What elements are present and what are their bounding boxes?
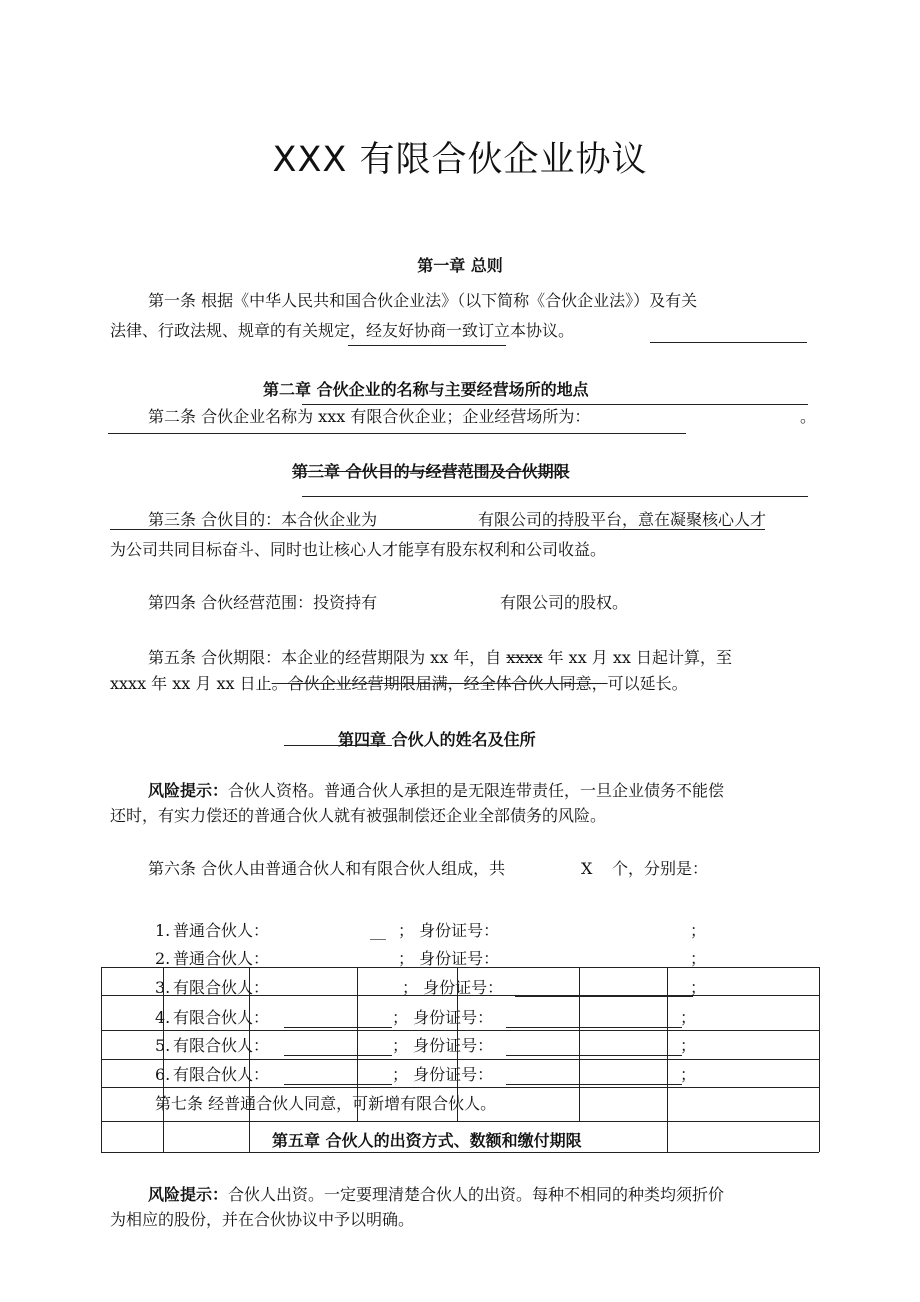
partner-2-type: 普通合伙人： — [173, 949, 270, 968]
article-3-line-1a: 第三条 合伙目的：本合伙企业为 — [148, 510, 378, 529]
partner-4-end: ； — [680, 1008, 697, 1027]
partner-4-num: 4. — [155, 1008, 171, 1027]
partner-2-blank: __ — [370, 949, 386, 968]
article-7: 第七条 经普通合伙人同意，可新增有限合伙人。 — [155, 1094, 497, 1113]
partner-1-num: 1. — [155, 921, 171, 940]
risk-note-1-text: 合伙人资格。普通合伙人承担的是无限连带责任，一旦企业债务不能偿 — [228, 781, 725, 800]
partner-2-id-label: ； 身份证号： — [398, 949, 500, 968]
blank-underline — [506, 1055, 682, 1056]
partner-6-end: ； — [680, 1065, 697, 1084]
article-5-line-1 — [148, 650, 732, 666]
article-4-a: 第四条 合伙经营范围：投资持有 — [148, 593, 378, 612]
article-5-line-2c: 可以延长。 — [607, 674, 688, 693]
article-3-line-2: 为公司共同目标奋斗、同时也让核心人才能享有股东权利和公司收益。 — [110, 540, 607, 559]
article-5-line-1a: 第五条 合伙期限：本企业的经营期限为 xx 年，自 — [148, 648, 507, 667]
blank-underline — [284, 1027, 392, 1028]
article-5-line-2b-struck: 。合伙企业经营期限届满，经全体合伙人同意， — [271, 674, 608, 693]
blank-underline — [302, 496, 808, 497]
risk-note-1-line-2: 还时，有实力偿还的普通合伙人就有被强制偿还企业全部债务的风险。 — [110, 806, 607, 825]
article-3-line-1b: 有限公司的持股平台，意在凝聚核心人才 — [478, 510, 767, 529]
article-6-a: 第六条 合伙人由普通合伙人和有限合伙人组成，共 — [148, 859, 506, 878]
article-6-b: 个，分别是： — [612, 859, 709, 878]
blank-underline — [284, 1084, 392, 1085]
blank-underline — [302, 404, 808, 405]
article-5-line-2a: xxxx 年 xx 月 xx 日止 — [110, 674, 272, 693]
blank-underline — [506, 1027, 682, 1028]
partner-6-num: 6. — [155, 1065, 171, 1084]
chapter-5-heading: 第五章 合伙人的出资方式、数额和缴付期限 — [272, 1131, 582, 1150]
partner-3-id-label: ； 身份证号： — [402, 978, 504, 997]
partner-1-blank: __ — [370, 921, 386, 940]
partner-6-id-label: ； 身份证号： — [392, 1065, 494, 1084]
blank-underline — [650, 342, 807, 343]
partner-5-type: 有限合伙人： — [173, 1036, 270, 1055]
partner-5-id-label: ； 身份证号： — [392, 1036, 494, 1055]
chapter-1-heading: 第一章 总则 — [417, 256, 503, 275]
article-6-count: X — [581, 859, 593, 878]
partner-3-num: 3. — [155, 978, 171, 997]
partner-1-id-label: ； 身份证号： — [398, 921, 500, 940]
partner-5-num: 5. — [155, 1036, 171, 1055]
risk-note-1-line-1 — [148, 783, 724, 799]
article-5-line-2 — [110, 676, 688, 692]
risk-note-2-line-2: 为相应的股份，并在合伙协议中予以明确。 — [110, 1210, 415, 1229]
document-title: XXX 有限合伙企业协议 — [272, 140, 648, 180]
chapter-4-heading: 第四章 合伙人的姓名及住所 — [338, 730, 536, 749]
partner-1-end: ； — [690, 921, 707, 940]
blank-underline — [108, 433, 686, 434]
partner-2-num: 2. — [155, 949, 171, 968]
blank-underline — [284, 1055, 392, 1056]
article-5-line-1c: 年 xx 月 xx 日起计算，至 — [542, 648, 733, 667]
chapter-2-heading: 第二章 合伙企业的名称与主要经营场所的地点 — [263, 380, 589, 399]
article-2-line-1: 第二条 合伙企业名称为 xxx 有限合伙企业；企业经营场所为： — [148, 407, 591, 426]
blank-underline — [110, 529, 765, 530]
partner-3-end: ； — [690, 978, 707, 997]
article-4-b: 有限公司的股权。 — [500, 593, 629, 612]
article-1-line-2: 法律、行政法规、规章的有关规定，经友好协商一致订立本协议。 — [110, 321, 575, 340]
blank-underline — [506, 1084, 682, 1085]
partner-4-type: 有限合伙人： — [173, 1008, 270, 1027]
partner-4-id-label: ； 身份证号： — [392, 1008, 494, 1027]
risk-note-1-label: 风险提示： — [148, 781, 229, 800]
partner-6-type: 有限合伙人： — [173, 1065, 270, 1084]
partner-2-end: ； — [690, 949, 707, 968]
partner-3-type: 有限合伙人： — [173, 978, 270, 997]
article-5-year-struck: xxxx — [506, 648, 543, 667]
article-2-end: 。 — [800, 407, 817, 426]
chapter-3-heading: 第三章 合伙目的与经营范围及合伙期限 — [292, 462, 570, 481]
risk-note-2-text: 合伙人出资。一定要理清楚合伙人的出资。每种不相同的种类均须折价 — [228, 1185, 725, 1204]
partner-1-type: 普通合伙人： — [173, 921, 270, 940]
partner-5-end: ； — [680, 1036, 697, 1055]
article-1-line-1: 第一条 根据《中华人民共和国合伙企业法》（以下简称《合伙企业法》）及有关 — [148, 291, 698, 310]
risk-note-2-label: 风险提示： — [148, 1185, 229, 1204]
risk-note-2-line-1 — [148, 1187, 724, 1203]
blank-underline — [348, 345, 506, 346]
